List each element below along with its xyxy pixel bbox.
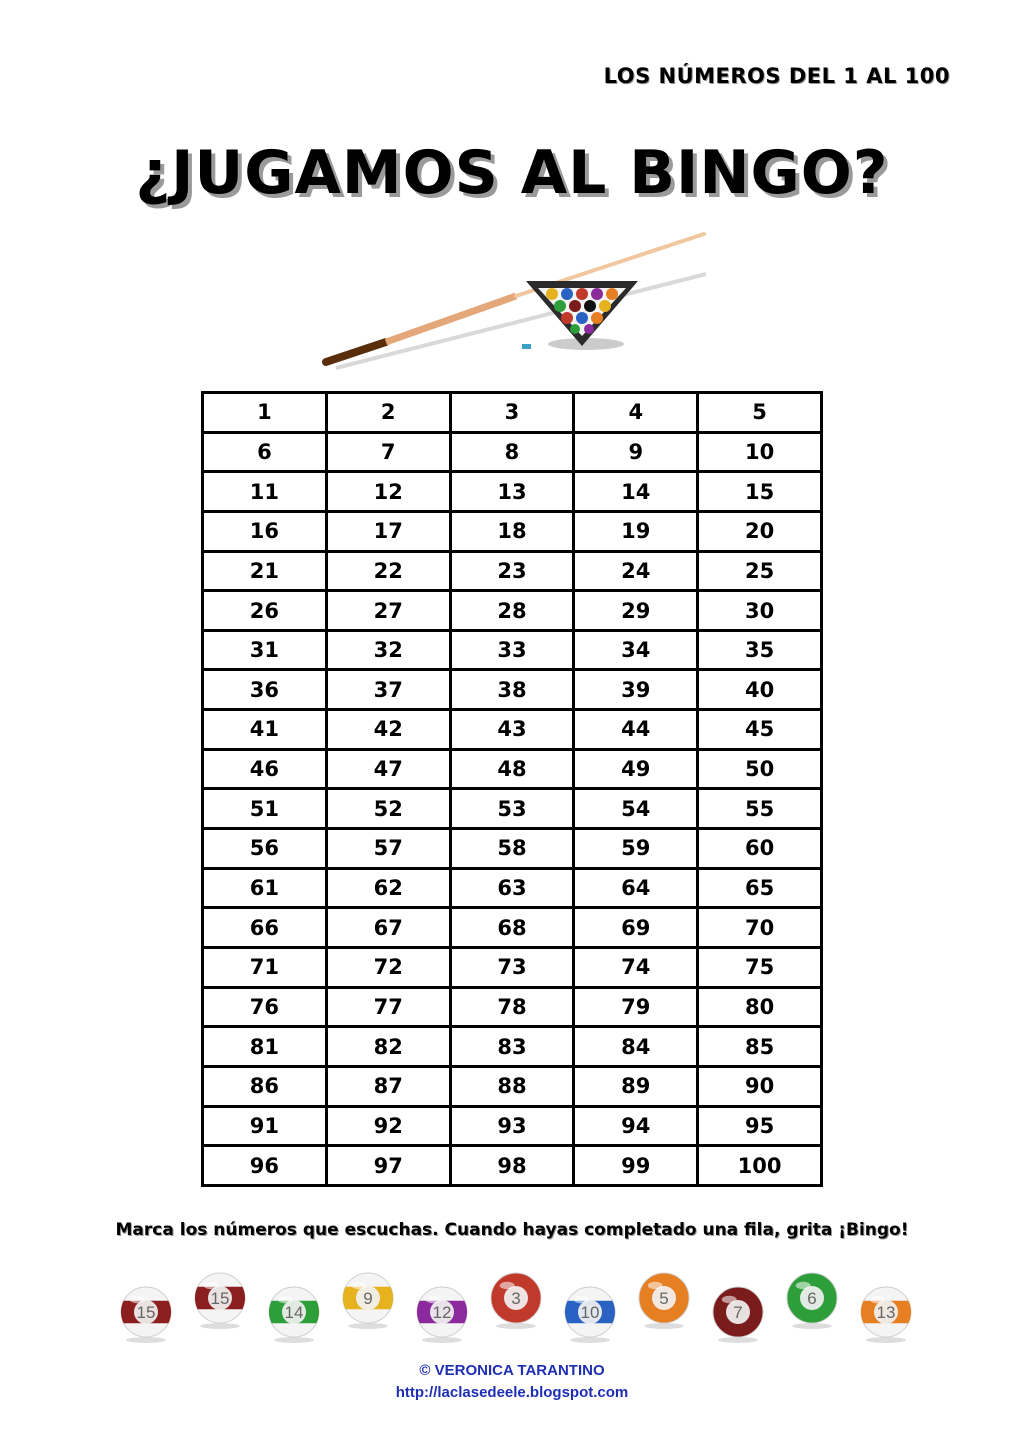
number-cell[interactable]: 64: [574, 868, 698, 908]
number-cell[interactable]: 5: [698, 393, 822, 433]
number-cell[interactable]: 32: [326, 630, 450, 670]
number-cell[interactable]: 79: [574, 987, 698, 1027]
number-cell[interactable]: 96: [203, 1146, 327, 1186]
ball-number: 7: [733, 1303, 743, 1322]
number-cell[interactable]: 33: [450, 630, 574, 670]
number-cell[interactable]: 83: [450, 1027, 574, 1067]
number-cell[interactable]: 75: [698, 947, 822, 987]
number-cell[interactable]: 51: [203, 789, 327, 829]
number-cell[interactable]: 1: [203, 393, 327, 433]
instruction-text: Marca los números que escuchas. Cuando hayas completado una fila, grita ¡Bingo!: [115, 1220, 909, 1240]
number-cell[interactable]: 28: [450, 591, 574, 631]
table-row: [203, 987, 822, 1027]
ball-number: 15: [210, 1289, 230, 1308]
number-cell[interactable]: 16: [203, 511, 327, 551]
number-cell[interactable]: 82: [326, 1027, 450, 1067]
number-cell[interactable]: 74: [574, 947, 698, 987]
number-cell[interactable]: 19: [574, 511, 698, 551]
number-cell[interactable]: 27: [326, 591, 450, 631]
number-cell[interactable]: 37: [326, 670, 450, 710]
ball-number: 6: [807, 1289, 817, 1308]
number-cell[interactable]: 70: [698, 908, 822, 948]
number-cell[interactable]: 98: [450, 1146, 574, 1186]
table-row: [203, 551, 822, 591]
billiard-ball-icon: [195, 1273, 245, 1329]
number-cell[interactable]: 86: [203, 1066, 327, 1106]
number-cell[interactable]: 30: [698, 591, 822, 631]
number-cell[interactable]: 35: [698, 630, 822, 670]
number-cell[interactable]: 40: [698, 670, 822, 710]
billiard-balls-row: [110, 1262, 930, 1352]
number-cell[interactable]: 73: [450, 947, 574, 987]
number-cell[interactable]: 17: [326, 511, 450, 551]
number-cell[interactable]: 88: [450, 1066, 574, 1106]
number-cell[interactable]: 80: [698, 987, 822, 1027]
number-cell[interactable]: 99: [574, 1146, 698, 1186]
number-cell[interactable]: 11: [203, 472, 327, 512]
number-cell[interactable]: 50: [698, 749, 822, 789]
table-row: [203, 1066, 822, 1106]
number-cell[interactable]: 60: [698, 829, 822, 869]
number-cell[interactable]: 91: [203, 1106, 327, 1146]
billiard-ball-icon: [639, 1273, 689, 1329]
bingo-number-table: [201, 391, 823, 1187]
number-cell[interactable]: 38: [450, 670, 574, 710]
ball-number: 14: [284, 1303, 304, 1322]
table-row: [203, 1106, 822, 1146]
table-row: [203, 749, 822, 789]
number-cell[interactable]: 62: [326, 868, 450, 908]
number-cell[interactable]: 23: [450, 551, 574, 591]
number-cell[interactable]: 100: [698, 1146, 822, 1186]
number-cell[interactable]: 89: [574, 1066, 698, 1106]
number-cell[interactable]: 47: [326, 749, 450, 789]
number-cell[interactable]: 26: [203, 591, 327, 631]
table-row: [203, 393, 822, 433]
number-cell[interactable]: 8: [450, 432, 574, 472]
billiard-cue-and-rack-icon: [316, 226, 716, 376]
number-cell[interactable]: 18: [450, 511, 574, 551]
number-cell[interactable]: 69: [574, 908, 698, 948]
number-cell[interactable]: 9: [574, 432, 698, 472]
number-cell[interactable]: 42: [326, 710, 450, 750]
table-row: [203, 710, 822, 750]
number-cell[interactable]: 49: [574, 749, 698, 789]
number-cell[interactable]: 78: [450, 987, 574, 1027]
table-row: [203, 472, 822, 512]
number-cell[interactable]: 65: [698, 868, 822, 908]
number-cell[interactable]: 53: [450, 789, 574, 829]
number-cell[interactable]: 95: [698, 1106, 822, 1146]
number-cell[interactable]: 44: [574, 710, 698, 750]
number-cell[interactable]: 97: [326, 1146, 450, 1186]
number-cell[interactable]: 14: [574, 472, 698, 512]
ball-number: 15: [136, 1303, 156, 1322]
number-cell[interactable]: 59: [574, 829, 698, 869]
number-cell[interactable]: 68: [450, 908, 574, 948]
number-cell[interactable]: 63: [450, 868, 574, 908]
billiard-ball-icon: [713, 1287, 763, 1343]
table-row: [203, 1146, 822, 1186]
number-cell[interactable]: 72: [326, 947, 450, 987]
number-cell[interactable]: 43: [450, 710, 574, 750]
number-cell[interactable]: 31: [203, 630, 327, 670]
table-row: [203, 591, 822, 631]
number-cell[interactable]: 66: [203, 908, 327, 948]
number-cell[interactable]: 57: [326, 829, 450, 869]
number-cell[interactable]: 12: [326, 472, 450, 512]
billiard-ball-icon: [121, 1287, 171, 1343]
credit-author: © VERONICA TARANTINO: [419, 1362, 605, 1379]
number-cell[interactable]: 22: [326, 551, 450, 591]
table-row: [203, 868, 822, 908]
table-row: [203, 947, 822, 987]
billiard-ball-icon: [417, 1287, 467, 1343]
number-cell[interactable]: 93: [450, 1106, 574, 1146]
billiard-ball-icon: [787, 1273, 837, 1329]
number-cell[interactable]: 90: [698, 1066, 822, 1106]
ball-number: 9: [363, 1289, 373, 1308]
number-cell[interactable]: 81: [203, 1027, 327, 1067]
number-cell[interactable]: 36: [203, 670, 327, 710]
number-cell[interactable]: 61: [203, 868, 327, 908]
number-cell[interactable]: 24: [574, 551, 698, 591]
ball-number: 10: [580, 1303, 600, 1322]
number-cell[interactable]: 85: [698, 1027, 822, 1067]
table-row: [203, 789, 822, 829]
number-cell[interactable]: 34: [574, 630, 698, 670]
table-row: [203, 511, 822, 551]
number-cell[interactable]: 2: [326, 393, 450, 433]
number-cell[interactable]: 21: [203, 551, 327, 591]
number-cell[interactable]: 67: [326, 908, 450, 948]
number-cell[interactable]: 52: [326, 789, 450, 829]
billiard-ball-icon: [491, 1273, 541, 1329]
number-cell[interactable]: 7: [326, 432, 450, 472]
number-cell[interactable]: 29: [574, 591, 698, 631]
number-cell[interactable]: 6: [203, 432, 327, 472]
number-cell[interactable]: 15: [698, 472, 822, 512]
number-cell[interactable]: 92: [326, 1106, 450, 1146]
table-row: [203, 630, 822, 670]
billiard-ball-icon: [269, 1287, 319, 1343]
page-title: ¿JUGAMOS AL BINGO?: [135, 138, 889, 208]
number-cell[interactable]: 46: [203, 749, 327, 789]
table-row: [203, 432, 822, 472]
number-cell[interactable]: 84: [574, 1027, 698, 1067]
number-cell[interactable]: 54: [574, 789, 698, 829]
number-cell[interactable]: 13: [450, 472, 574, 512]
number-cell[interactable]: 48: [450, 749, 574, 789]
billiard-ball-icon: [861, 1287, 911, 1343]
number-cell[interactable]: 71: [203, 947, 327, 987]
number-cell[interactable]: 3: [450, 393, 574, 433]
table-row: [203, 1027, 822, 1067]
page-subtitle: LOS NÚMEROS DEL 1 AL 100: [603, 64, 950, 88]
number-cell[interactable]: 58: [450, 829, 574, 869]
number-cell[interactable]: 55: [698, 789, 822, 829]
number-cell[interactable]: 4: [574, 393, 698, 433]
table-row: [203, 670, 822, 710]
ball-number: 5: [659, 1289, 669, 1308]
number-cell[interactable]: 41: [203, 710, 327, 750]
number-cell[interactable]: 10: [698, 432, 822, 472]
ball-number: 3: [511, 1289, 521, 1308]
ball-number: 13: [876, 1303, 896, 1322]
table-row: [203, 829, 822, 869]
number-cell[interactable]: 39: [574, 670, 698, 710]
number-cell[interactable]: 56: [203, 829, 327, 869]
number-cell[interactable]: 87: [326, 1066, 450, 1106]
billiard-ball-icon: [343, 1273, 393, 1329]
number-cell[interactable]: 25: [698, 551, 822, 591]
number-cell[interactable]: 77: [326, 987, 450, 1027]
number-cell[interactable]: 20: [698, 511, 822, 551]
number-cell[interactable]: 94: [574, 1106, 698, 1146]
number-cell[interactable]: 76: [203, 987, 327, 1027]
credit-url[interactable]: http://laclasedeele.blogspot.com: [395, 1384, 629, 1401]
credit-block: [0, 1360, 1024, 1404]
ball-number: 12: [432, 1303, 452, 1322]
billiard-ball-icon: [565, 1287, 615, 1343]
table-row: [203, 908, 822, 948]
number-cell[interactable]: 45: [698, 710, 822, 750]
